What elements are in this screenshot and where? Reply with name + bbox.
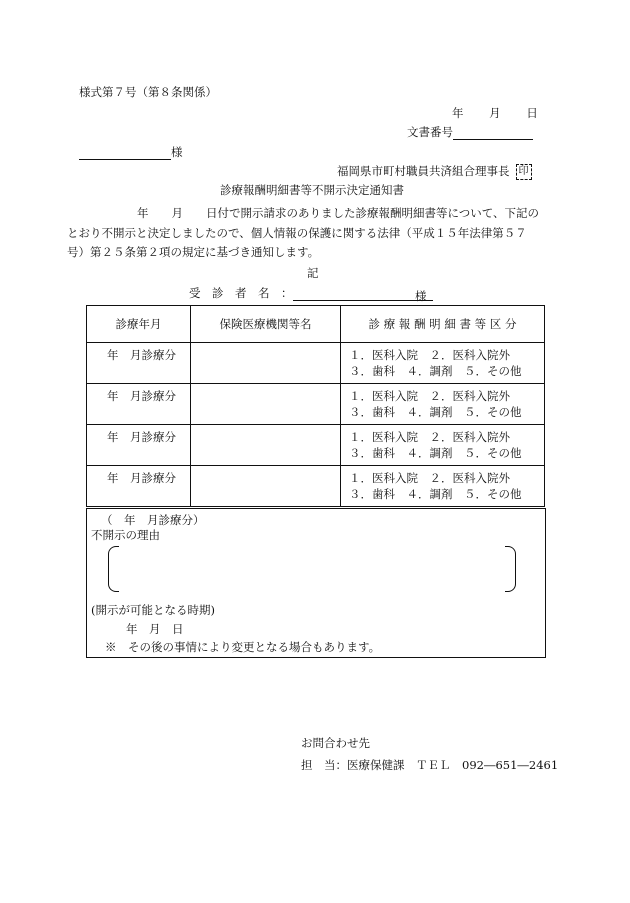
table-row xyxy=(87,384,545,425)
date-year: 年 xyxy=(452,106,464,120)
header-category: 診 療 報 酬 明 細 書 等 区 分 xyxy=(341,306,545,343)
patient-blank xyxy=(293,288,433,301)
issuer-name: 福岡県市町村職員共済組合理事長 xyxy=(337,164,510,178)
row-institution xyxy=(191,425,341,466)
category-line-1: １．医科入院 ２．医科入院外 xyxy=(349,471,510,485)
body-line-3: 号）第２５条第２項の規定に基づき通知します。 xyxy=(67,245,320,259)
change-note: ※ その後の事情により変更となる場合もあります。 xyxy=(105,640,381,654)
row-category xyxy=(341,466,545,507)
row-month: 年 月診療分 xyxy=(87,343,191,384)
row-institution xyxy=(191,384,341,425)
category-line-2: ３．歯科 ４．調剤 ５．その他 xyxy=(349,487,522,501)
table-row xyxy=(87,343,545,384)
doc-number-label: 文書番号 xyxy=(407,125,453,139)
body-line-2: とおり不開示と決定しましたので、個人情報の保護に関する法律（平成１５年法律第５７ xyxy=(67,226,527,240)
reason-period: （ 年 月診療分） xyxy=(101,513,205,527)
row-category xyxy=(341,384,545,425)
category-line-2: ３．歯科 ４．調剤 ５．その他 xyxy=(349,446,522,460)
patient-label: 受 診 者 名 ： xyxy=(189,286,293,300)
date-line xyxy=(452,105,538,121)
contact-title: お問合わせ先 xyxy=(301,736,370,750)
reason-bracket-right xyxy=(505,546,516,592)
row-category xyxy=(341,425,545,466)
patient-name-line xyxy=(189,285,433,301)
header-month: 診療年月 xyxy=(87,306,191,343)
row-category xyxy=(341,343,545,384)
row-month: 年 月診療分 xyxy=(87,466,191,507)
possible-date: 年 月 日 xyxy=(126,622,184,636)
doc-number-blank xyxy=(453,127,533,140)
header-institution: 保険医療機関等名 xyxy=(191,306,341,343)
doc-number xyxy=(407,124,533,140)
table-header-row xyxy=(87,306,545,343)
document-title: 診療報酬明細書等不開示決定通知書 xyxy=(220,183,404,197)
reason-label: 不開示の理由 xyxy=(91,528,160,542)
reason-bracket-left xyxy=(108,546,119,592)
form-number: 様式第７号（第８条関係） xyxy=(79,85,217,99)
row-month: 年 月診療分 xyxy=(87,384,191,425)
body-line-1: 年 月 日付で開示請求のありました診療報酬明細書等について、下記の xyxy=(137,206,540,220)
category-line-1: １．医科入院 ２．医科入院外 xyxy=(349,348,510,362)
possible-period-label: (開示が可能となる時期) xyxy=(91,603,215,617)
ki-label: 記 xyxy=(307,266,319,280)
addressee-blank xyxy=(79,147,171,160)
addressee-suffix: 様 xyxy=(171,145,183,159)
category-line-1: １．医科入院 ２．医科入院外 xyxy=(349,389,510,403)
issuer xyxy=(337,163,532,180)
table-row xyxy=(87,466,545,507)
table-row xyxy=(87,425,545,466)
seal-stamp: 印 xyxy=(516,164,532,180)
addressee xyxy=(79,144,183,160)
category-line-1: １．医科入院 ２．医科入院外 xyxy=(349,430,510,444)
records-table xyxy=(86,305,545,507)
category-line-2: ３．歯科 ４．調剤 ５．その他 xyxy=(349,405,522,419)
date-month: 月 xyxy=(489,106,501,120)
contact-line: 担 当：医療保健課 ＴＥＬ 092―651―2461 xyxy=(301,758,559,772)
row-institution xyxy=(191,343,341,384)
row-month: 年 月診療分 xyxy=(87,425,191,466)
category-line-2: ３．歯科 ４．調剤 ５．その他 xyxy=(349,364,522,378)
date-day: 日 xyxy=(526,106,538,120)
row-institution xyxy=(191,466,341,507)
patient-suffix: 様 xyxy=(415,289,427,303)
